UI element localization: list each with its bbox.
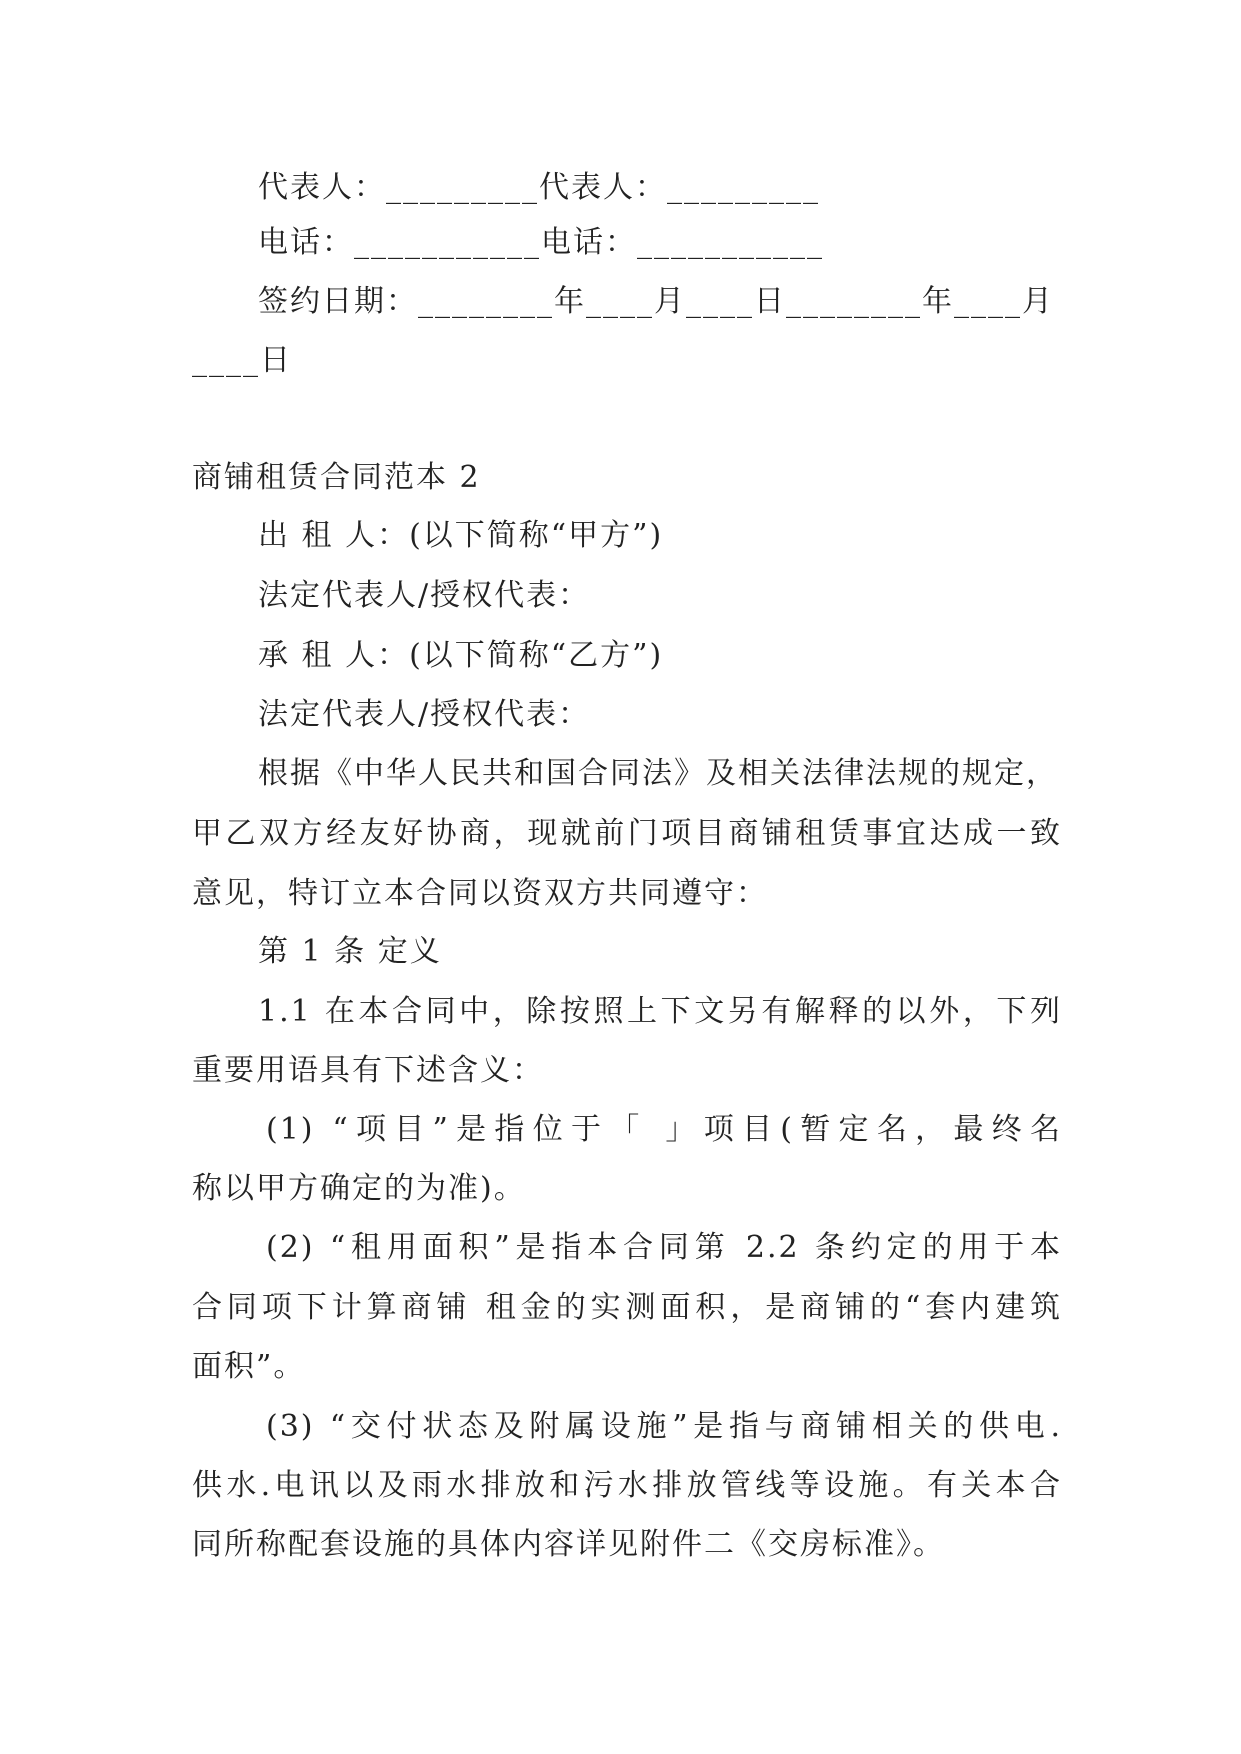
definition-item-3-line: (3) “交付状态及附属设施”是指与商铺相关的供电. [266,1409,1062,1444]
signature-phone-line: 电话：___________电话：___________ [258,225,824,260]
definition-item-1-line: (1) “项目”是指位于「 」项目(暂定名，最终名 [266,1112,1062,1147]
lessor-line: 出 租 人：(以下简称“甲方”) [258,518,664,553]
preamble-line: 根据《中华人民共和国合同法》及相关法律法规的规定， [258,756,1058,791]
preamble-line: 意见，特订立本合同以资双方共同遵守： [192,876,768,911]
signature-representative-line: 代表人：_________代表人：_________ [258,170,820,205]
clause-1-1-line: 1.1 在本合同中，除按照上下文另有解释的以外，下列 [258,994,1062,1029]
article-1-heading: 第 1 条 定义 [258,934,442,969]
definition-item-1-line: 称以甲方确定的为准)。 [192,1171,526,1206]
preamble-line: 甲乙双方经友好协商，现就前门项目商铺租赁事宜达成一致 [192,816,1062,851]
lessee-representative-line: 法定代表人/授权代表： [258,697,591,732]
clause-1-1-line: 重要用语具有下述含义： [192,1053,544,1088]
definition-item-2-line: 合同项下计算商铺 租金的实测面积，是商铺的“套内建筑 [192,1290,1062,1325]
definition-item-3-line: 供水.电讯以及雨水排放和污水排放管线等设施。有关本合 [192,1468,1062,1503]
definition-item-3-line: 同所称配套设施的具体内容详见附件二《交房标准》。 [192,1527,945,1562]
definition-item-2-line: 面积”。 [192,1349,306,1384]
signature-date-line: 签约日期：________年____月____日________年____月 [258,284,1054,319]
lessor-representative-line: 法定代表人/授权代表： [258,578,591,613]
signature-date-continuation: ____日 [192,343,292,378]
definition-item-2-line: (2) “租用面积”是指本合同第 2.2 条约定的用于本 [266,1230,1062,1265]
lessee-line: 承 租 人：(以下简称“乙方”) [258,638,664,673]
contract-title: 商铺租赁合同范本 2 [192,460,481,495]
